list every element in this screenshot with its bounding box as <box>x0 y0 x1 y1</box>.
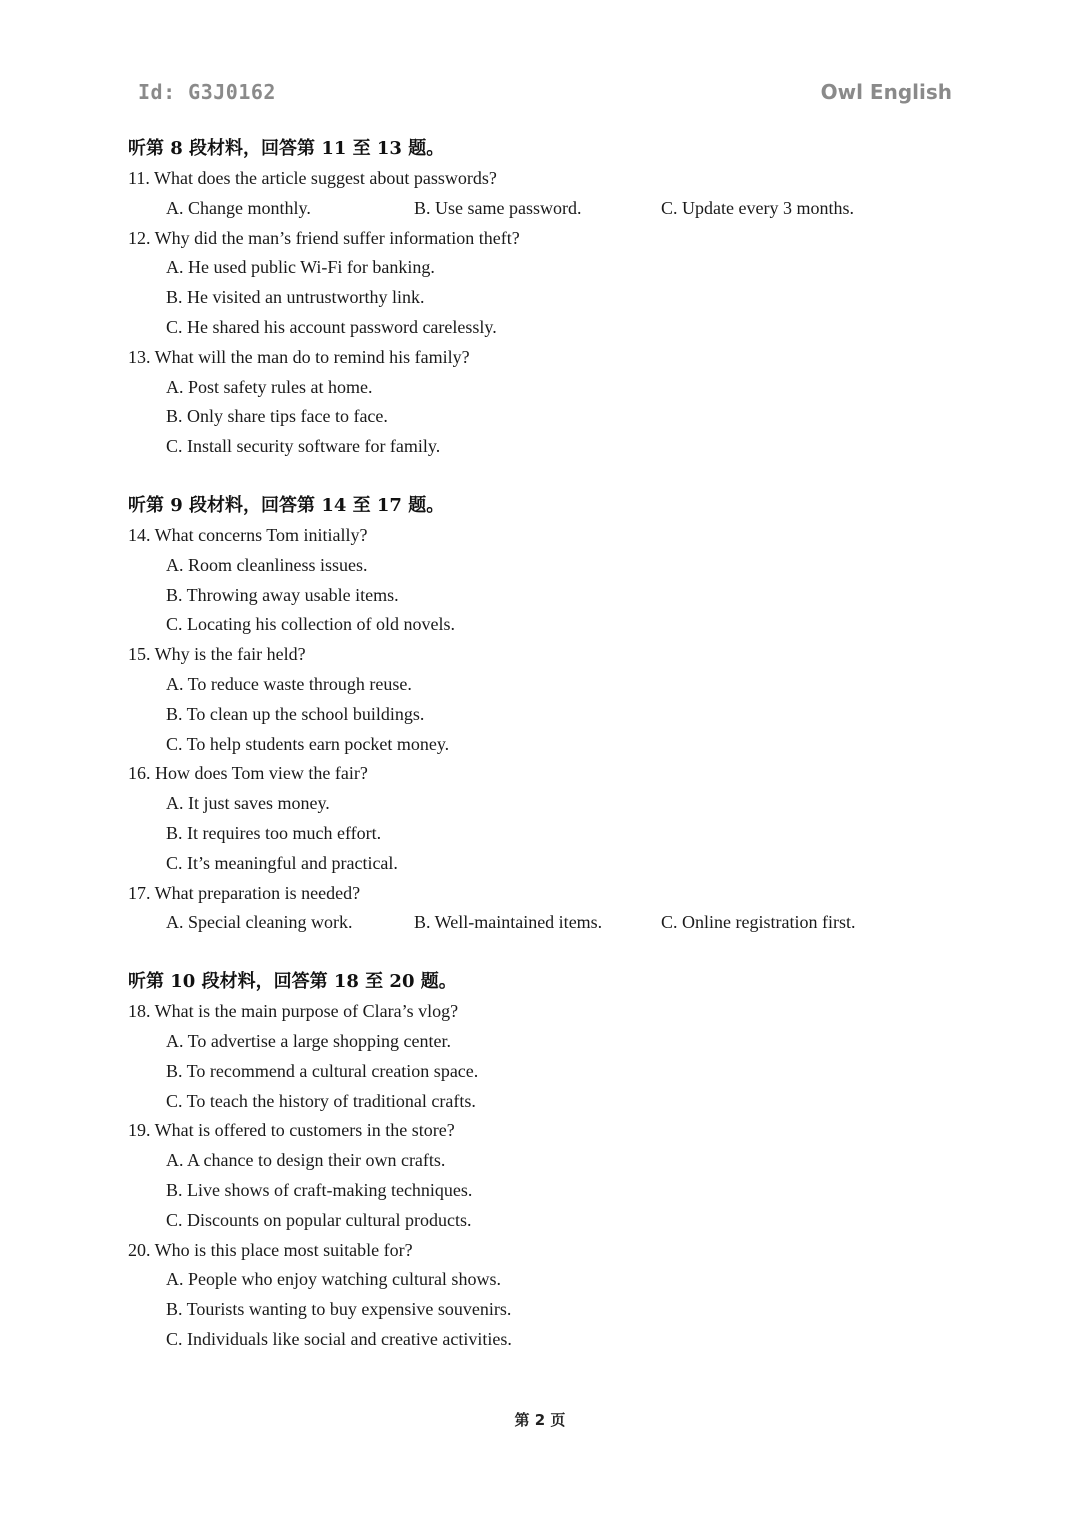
question-stem: 15. Why is the fair held? <box>128 644 306 665</box>
question-stem: 20. Who is this place most suitable for? <box>128 1239 413 1260</box>
answer-option: A. Room cleanliness issues. <box>166 554 368 575</box>
answer-option: C. He shared his account password carelessly. <box>166 316 497 337</box>
page-number: 第 2 页 <box>514 1411 566 1429</box>
question-stem: 19. What is offered to customers in the store? <box>128 1120 455 1141</box>
listening-section <box>128 134 958 462</box>
question-stem: 14. What concerns Tom initially? <box>128 524 368 545</box>
answer-option: A. He used public Wi-Fi for banking. <box>166 257 435 278</box>
answer-option: B. Use same password. <box>414 197 582 218</box>
answer-option: A. Post safety rules at home. <box>166 376 373 397</box>
answer-option: A. A chance to design their own crafts. <box>166 1150 446 1171</box>
option-row <box>128 908 958 938</box>
page-header <box>138 80 952 108</box>
answer-option: B. To recommend a cultural creation space. <box>166 1060 479 1081</box>
answer-option: B. Throwing away usable items. <box>166 584 399 605</box>
question-stem: 12. Why did the man’s friend suffer information theft? <box>128 227 520 248</box>
answer-option: B. Well-maintained items. <box>414 912 603 933</box>
answer-option: C. Install security software for family. <box>166 436 441 457</box>
document-id: Id: G3J0162 <box>138 80 276 104</box>
answer-option: A. Special cleaning work. <box>166 912 353 933</box>
answer-option: C. To help students earn pocket money. <box>166 733 450 754</box>
answer-option: B. Only share tips face to face. <box>166 406 388 427</box>
answer-option: C. Discounts on popular cultural products. <box>166 1209 472 1230</box>
answer-option: C. Locating his collection of old novels. <box>166 614 455 635</box>
listening-section <box>128 967 958 1355</box>
answer-option: B. He visited an untrustworthy link. <box>166 287 425 308</box>
answer-option: C. Update every 3 months. <box>661 197 854 218</box>
brand-name: Owl English <box>820 80 952 104</box>
question-content <box>128 134 958 1384</box>
answer-option: C. It’s meaningful and practical. <box>166 852 398 873</box>
section-title: 听第 8 段材料，回答第 11 至 13 题。 <box>128 138 445 159</box>
question-stem: 18. What is the main purpose of Clara’s vlog? <box>128 1001 459 1022</box>
option-row <box>128 194 958 224</box>
question-stem: 17. What preparation is needed? <box>128 882 361 903</box>
answer-option: B. It requires too much effort. <box>166 822 382 843</box>
question-stem: 16. How does Tom view the fair? <box>128 763 368 784</box>
answer-option: A. People who enjoy watching cultural shows. <box>166 1269 501 1290</box>
answer-option: C. Individuals like social and creative activities. <box>166 1328 512 1349</box>
listening-section <box>128 491 958 938</box>
answer-option: A. It just saves money. <box>166 793 330 814</box>
answer-option: B. Live shows of craft-making techniques. <box>166 1179 473 1200</box>
answer-option: B. To clean up the school buildings. <box>166 703 425 724</box>
section-title: 听第 10 段材料，回答第 18 至 20 题。 <box>128 971 457 993</box>
section-title: 听第 9 段材料，回答第 14 至 17 题。 <box>128 494 445 516</box>
answer-option: A. Change monthly. <box>166 197 311 218</box>
answer-option: A. To reduce waste through reuse. <box>166 673 412 694</box>
question-stem: 11. What does the article suggest about passwords? <box>128 168 497 188</box>
answer-option: C. Online registration first. <box>661 912 856 933</box>
question-stem: 13. What will the man do to remind his family? <box>128 346 470 367</box>
answer-option: B. Tourists wanting to buy expensive souvenirs. <box>166 1299 512 1320</box>
answer-option: A. To advertise a large shopping center. <box>166 1030 451 1051</box>
answer-option: C. To teach the history of traditional crafts. <box>166 1090 476 1111</box>
